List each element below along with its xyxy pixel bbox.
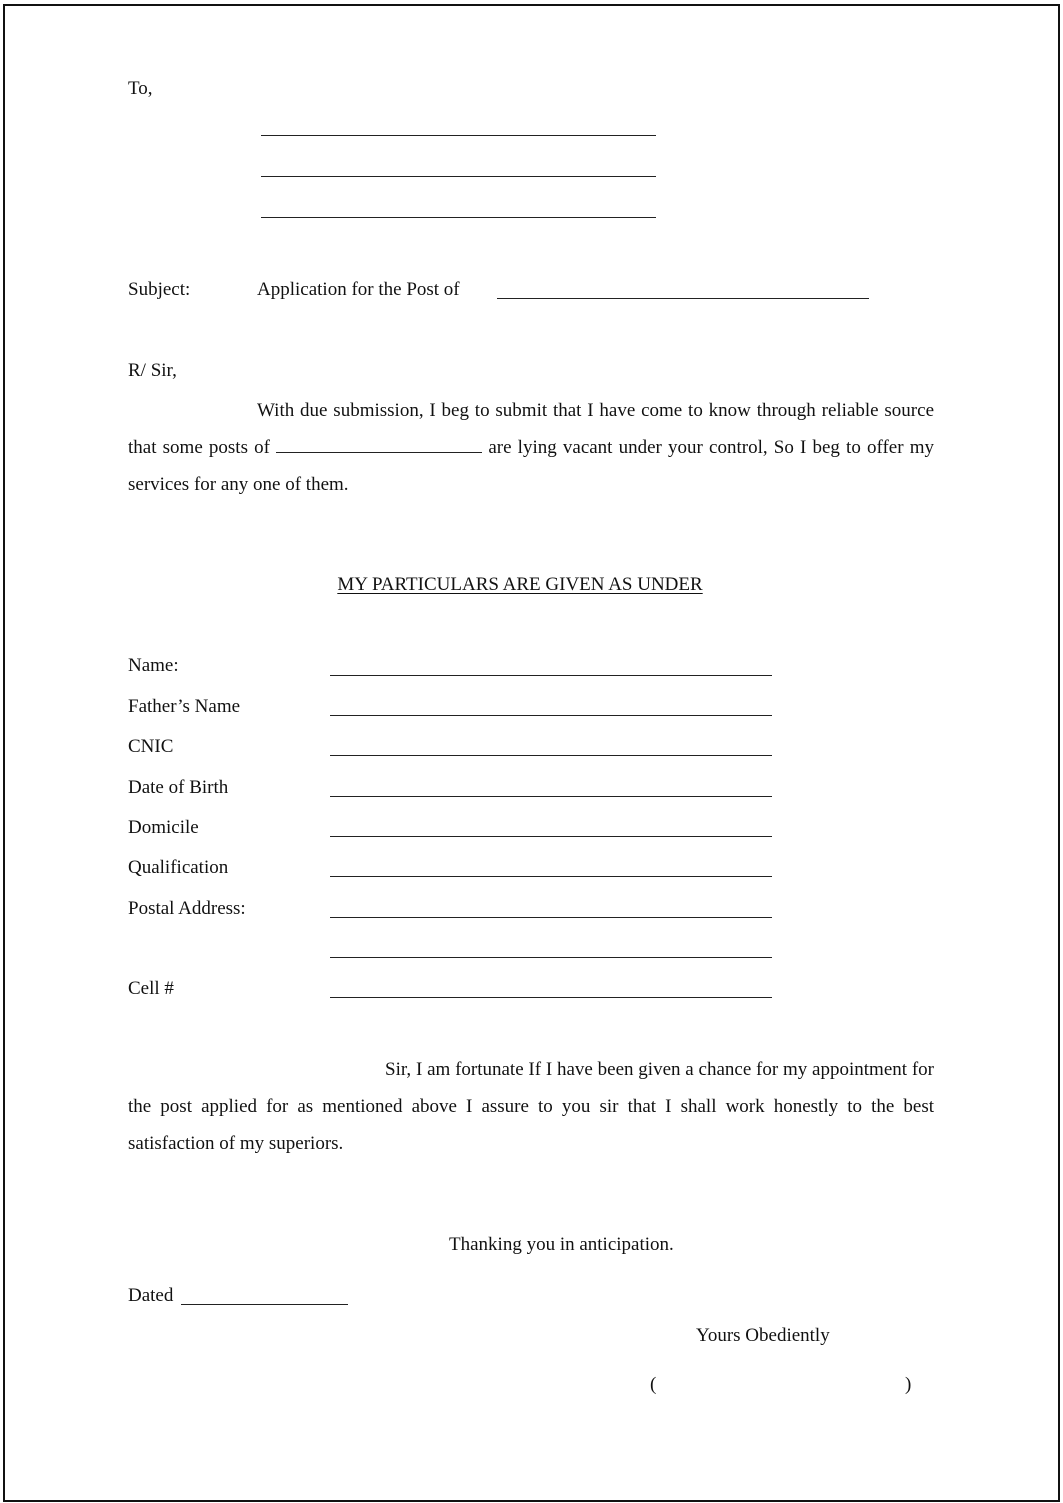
dated-label: Dated [128, 1285, 174, 1306]
intro-text-part1: With due submission, I beg to submit that I have come to know through reliable source that some posts of [128, 400, 934, 458]
field-line-qualification[interactable] [330, 876, 772, 877]
thanks-line: Thanking you in anticipation. [449, 1234, 674, 1255]
field-line-postal-address-2[interactable] [330, 957, 772, 958]
subject-text: Application for the Post of [257, 279, 460, 300]
intro-text-part2: are lying vacant under your control, So I beg to offer my services for any one of them. [128, 437, 935, 495]
sign-off: Yours Obediently [696, 1325, 830, 1346]
field-label-postal-address: Postal Address: [128, 898, 246, 919]
signature-paren-close: ) [905, 1374, 912, 1395]
field-line-cell[interactable] [330, 997, 772, 998]
salutation: R/ Sir, [128, 360, 177, 381]
particulars-heading: MY PARTICULARS ARE GIVEN AS UNDER [337, 574, 703, 595]
field-label-cell: Cell # [128, 978, 174, 999]
signature-field[interactable] [662, 1372, 900, 1396]
field-line-postal-address-1[interactable] [330, 917, 772, 918]
posts-blank[interactable] [276, 436, 482, 453]
field-line-father-name[interactable] [330, 715, 772, 716]
date-blank[interactable] [181, 1304, 348, 1305]
closing-paragraph [128, 1051, 934, 1162]
address-line-1[interactable] [261, 135, 656, 136]
field-line-name[interactable] [330, 675, 772, 676]
field-line-dob[interactable] [330, 796, 772, 797]
post-name-blank[interactable] [497, 298, 869, 299]
field-line-domicile[interactable] [330, 836, 772, 837]
address-line-3[interactable] [261, 217, 656, 218]
to-label: To, [128, 78, 153, 99]
field-label-father-name: Father’s Name [128, 696, 241, 717]
subject-label: Subject: [128, 279, 191, 300]
address-line-2[interactable] [261, 176, 656, 177]
signature-paren-open: ( [650, 1374, 657, 1395]
field-line-cnic[interactable] [330, 755, 772, 756]
field-label-qualification: Qualification [128, 857, 229, 878]
closing-text: Sir, I am fortunate If I have been given a chance for my appointment for the post applied for as mentioned above I assure to you sir that I shall work honestly to the best satisfaction of my superiors. [128, 1059, 934, 1154]
field-label-dob: Date of Birth [128, 777, 229, 798]
field-label-name: Name: [128, 655, 179, 676]
field-label-domicile: Domicile [128, 817, 199, 838]
field-label-cnic: CNIC [128, 736, 174, 757]
intro-paragraph [128, 392, 934, 503]
